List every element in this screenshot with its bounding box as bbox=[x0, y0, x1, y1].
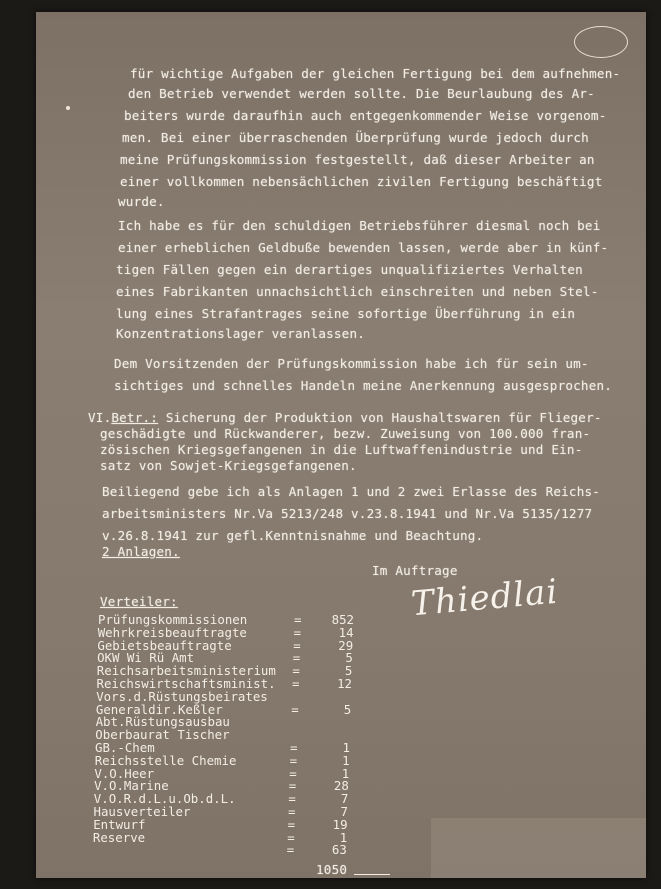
equals-sign: = bbox=[292, 663, 300, 679]
equals-sign: = bbox=[289, 765, 297, 781]
text-line: einer vollkommen nebensächlichen zivilen Fertigung beschäftigt bbox=[120, 174, 603, 189]
betreff-line-2: geschädigte und Rückwanderer, bezw. Zuweisung von 100.000 fran- bbox=[100, 426, 591, 441]
distribution-count: 19 bbox=[332, 816, 348, 832]
distribution-name: Hausverteiler bbox=[93, 804, 191, 819]
distribution-count: 852 bbox=[331, 612, 354, 627]
text-line: Konzentrationslager veranlassen. bbox=[116, 326, 366, 341]
text-line: eines Fabrikanten unnachsichtlich einschreiten und neben Stel- bbox=[116, 284, 599, 299]
betreff-line-3: zösischen Kriegsgefangenen in die Luftwaffenindustrie und Ein- bbox=[100, 442, 583, 457]
text-line: für wichtige Aufgaben der gleichen Fertigung bei dem aufnehmen- bbox=[130, 66, 621, 81]
text-line: men. Bei einer überraschenden Überprüfung wurde jedoch durch bbox=[122, 130, 589, 145]
distribution-name: Wehrkreisbeauftragte bbox=[97, 624, 247, 640]
distribution-count: 5 bbox=[343, 701, 352, 717]
text-line: Ich habe es für den schuldigen Betriebsführer diesmal noch bei bbox=[118, 218, 601, 233]
distribution-name: Abt.Rüstungsausbau bbox=[95, 714, 230, 730]
text-line: einer erheblichen Geldbuße bewenden lassen, werde aber in künf- bbox=[118, 240, 609, 255]
document-page bbox=[36, 12, 646, 878]
distribution-count: 29 bbox=[338, 637, 354, 653]
text-line: sichtiges und schnelles Handeln meine Anerkennung ausgesprochen. bbox=[114, 378, 613, 393]
distribution-name: V.O.Heer bbox=[94, 765, 155, 781]
handwritten-signature: Thiedlai bbox=[409, 571, 560, 625]
equals-sign: = bbox=[287, 816, 296, 832]
distribution-count: 5 bbox=[344, 663, 353, 679]
equals-sign: = bbox=[294, 612, 302, 627]
text-line: meine Prüfungskommission festgestellt, daß dieser Arbeiter an bbox=[120, 152, 595, 167]
distribution-name: Reserve bbox=[92, 829, 146, 845]
body-line-3: v.26.8.1941 zur gefl.Kenntnisnahme und Beachtung. bbox=[102, 528, 484, 543]
distribution-name: OKW Wi Rü Amt bbox=[97, 650, 195, 666]
distribution-count: 14 bbox=[338, 624, 354, 640]
distribution-name: V.O.Marine bbox=[94, 778, 169, 794]
text-line: Dem Vorsitzenden der Prüfungskommission habe ich für sein um- bbox=[114, 356, 589, 371]
equals-sign: = bbox=[292, 676, 300, 691]
equals-sign: = bbox=[293, 624, 302, 640]
distribution-count: 1 bbox=[342, 740, 350, 755]
distribution-name: Prüfungskommissionen bbox=[98, 612, 248, 627]
betreff-line-1: Sicherung der Produktion von Haushaltswaren für Flieger- bbox=[165, 410, 602, 425]
text-line: tigen Fällen gegen ein derartiges unqualifiziertes Verhalten bbox=[116, 262, 583, 277]
text-line: wurde. bbox=[118, 194, 165, 209]
equals-sign: = bbox=[288, 804, 296, 819]
equals-sign: = bbox=[293, 637, 301, 653]
distribution-name: Entwurf bbox=[93, 816, 146, 832]
section-vi-label bbox=[88, 410, 602, 425]
distribution-name: Vors.d.Rüstungsbeirates bbox=[96, 688, 268, 704]
im-auftrage: Im Auftrage bbox=[372, 563, 458, 578]
equals-sign: = bbox=[292, 650, 301, 666]
equals-sign: = bbox=[291, 701, 299, 717]
distribution-name: Reichswirtschaftsminist. bbox=[96, 676, 276, 691]
distribution-count: 1 bbox=[339, 829, 348, 845]
distribution-count: 7 bbox=[340, 791, 349, 807]
distribution-name: V.O.R.d.L.u.Ob.d.L. bbox=[93, 791, 236, 807]
distribution-name: Gebietsbeauftragte bbox=[97, 637, 232, 653]
distribution-name: Generaldir.Keßler bbox=[95, 701, 223, 717]
text-line: den Betrieb verwendet werden sollte. Die Beurlaubung des Ar- bbox=[128, 86, 595, 101]
equals-sign: = bbox=[290, 740, 298, 755]
margin-dot bbox=[66, 106, 70, 110]
section-number: VI. bbox=[88, 410, 112, 425]
equals-sign: = bbox=[288, 791, 296, 807]
anlagen-note: 2 Anlagen. bbox=[102, 544, 180, 559]
distribution-count: 63 bbox=[331, 842, 347, 858]
equals-sign: = bbox=[289, 752, 298, 768]
distribution-name: Oberbaurat Tischer bbox=[95, 727, 230, 743]
distribution-count: 1 bbox=[341, 765, 350, 781]
sum-line bbox=[354, 874, 390, 875]
distribution-count: 12 bbox=[337, 676, 352, 691]
distribution-name: Reichsarbeitsministerium bbox=[96, 663, 276, 679]
distribution-count: 28 bbox=[333, 778, 349, 794]
body-line-2: arbeitsministers Nr.Va 5213/248 v.23.8.1941 und Nr.Va 5135/1277 bbox=[102, 506, 593, 521]
equals-sign: = bbox=[286, 842, 295, 858]
verteiler-title: Verteiler: bbox=[100, 594, 178, 609]
distribution-name: GB.-Chem bbox=[95, 740, 155, 755]
distribution-count: 5 bbox=[345, 650, 353, 666]
distribution-name: Reichsstelle Chemie bbox=[94, 752, 237, 768]
betreff-line-4: satz von Sowjet-Kriegsgefangenen. bbox=[100, 458, 357, 473]
text-line: lung eines Strafantrages seine sofortige Überführung in ein bbox=[116, 306, 576, 321]
distribution-total: 1050 bbox=[316, 862, 348, 877]
equals-sign: = bbox=[288, 778, 297, 794]
corner-circle-mark bbox=[574, 26, 628, 58]
equals-sign: = bbox=[287, 829, 295, 845]
betreff-label: Betr.: bbox=[111, 410, 159, 425]
text-line: beiters wurde daraufhin auch entgegenkommender Weise vorgenom- bbox=[124, 108, 607, 123]
body-line-1: Beiliegend gebe ich als Anlagen 1 und 2 zwei Erlasse des Reichs- bbox=[102, 484, 601, 499]
distribution-count: 7 bbox=[340, 804, 348, 819]
distribution-count: 1 bbox=[342, 752, 350, 768]
